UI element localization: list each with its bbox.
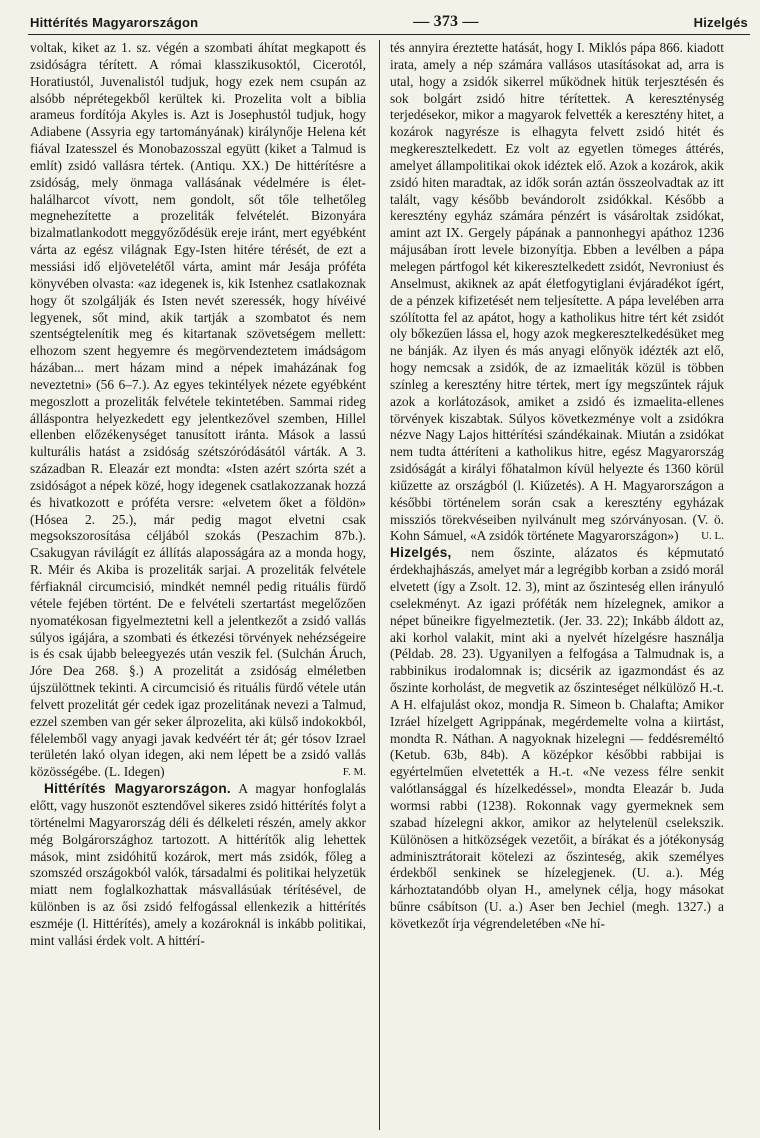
header-rule bbox=[28, 34, 750, 35]
header-left-title: Hittérítés Magyarországon bbox=[30, 14, 199, 30]
header-right-title: Hizelgés bbox=[693, 14, 748, 30]
article-body bbox=[390, 40, 724, 545]
article-text: tés annyira éreztette hatását, hogy I. Miklós pápa 866. kiadott irata, amely a nép számára vallásos utasításokat ad, arra is utal, hogy a zsidók sikerrel működnek hitük terjesztésén és sok bolgárt zsidó hitre térítettek. A kereszténység terjedésekor, mikor a magyarok felvették a keresztény hitet, a kozárok nagyrésze is elhagyta felvett zsidó hitét és megkeresztelkedett. Ez volt az egyetlen tömeges áttérés, amelyet állampolitikai okok idéztek elő. Azok a kozárok, akik zsidó hiten maradtak, az idők során aztán összeolvadtak az itt talált, vagy később bevándorolt zsidókkal. Később a keresztény egyház számára pénzért is vásároltak zsidókat, amint azt IX. Gergely pápának a pannonhegyi apáthoz 1236 májusában írott levele bizonyítja. Ebben a levélben a pápa melegen pártfogol két kikeresztelkedett zsidót, Nevroniust és Anselmust, akiknek az apát életfogytiglani évjáradékot ígért, de a pénzek kifizetését nem teljesítette. A pápa levelében arra szólította fel az apátot, hogy a katholikus hitre tért két zsidót oly bőkezűen lássa el, hogy azok megkeresztelkedésüket meg ne bánják. Az ilyen és más anyagi előnyök idézték azt elő, hogy nemcsak a zsidók, de az izmaeliták közül is többen színleg a keresztény hitre tértek, mert így megszűntek rájuk azok a korlátozások, amiket a zsidó és izmaelita-ellenes törvények kiszabtak. Súlyos következménye volt a zsidókra nézve Nagy Lajos hittérítési szándékainak. Miután a zsidókat nem tudta áttéríteni a katholikus hitre, egész Magyarország zsidóságát a királyi főhatalmon kívül helyezte és 1360 körül kiűzette az országból (l. Kiűzetés). A H. Magyarországon a későbbi történelem során csak a keresztény egyházak missziós törekvéseiben nyilvánult meg szórványosan. (V. ö. Kohn Sámuel, «A zsidók története Magyarországon») bbox=[390, 40, 724, 544]
entry-headword: Hizelgés, bbox=[390, 545, 452, 561]
entry-headword: Hittérítés Magyarországon. bbox=[44, 781, 232, 797]
left-column bbox=[30, 40, 366, 1130]
author-signature: F. M. bbox=[342, 766, 366, 779]
page-header bbox=[30, 10, 748, 34]
article-entry bbox=[390, 545, 724, 932]
article-entry bbox=[30, 781, 366, 949]
author-signature: U. L. bbox=[701, 530, 724, 543]
article-body bbox=[30, 40, 366, 781]
article-text: voltak, kiket az 1. sz. végén a szombati áhítat megkapott és zsidóságra térített. A római klasszikusoktól, Cicerotól, Horatiustól, Juvenalistól tudjuk, hogy ezek nem csupán az alsóbb néprétegekből kerültek ki. Prozelita volt a biblia arameus fordítója Akyles is. Azt is Josephustól tudjuk, hogy Adiabene (Assyria egy tartományának) királynője Helena két fiával Izatesszel és Monobazosszal együtt (kiket a Talmud is említ) zsidó vallásra tértek. (Antiqu. XX.) De hittérítésre a zsidóság, mely önmaga vallásának védelmére is élet-halálharcot vívott, nem gondolt, sőt tőle telhetőleg megnehezítette a prozeliták felvételét. Bizonyára bizalmatlankodott meggyőződésük ereje iránt, mert egyébként várta az egész világnak Egy-Isten hitére térését, de ezt a messiási idő eljövetelétől várta, amint már Jesája próféta könyvében olvasta: «az idegenek is, kik Istenhez csatlakoznak hogy őt szolgálják és Isten nevét szeressék, hogy hívéivé legyenek, sőt mind, akik tartják a szombatot és nem szentségtelenítik meg és kitartanak szövetségem mellett: elhozom szent hegyemre és megörvendeztetem imádságom házában... mert házam mind a népek imaházának fog neveztetni» (56 6–7.). Az egyes tekintélyek nézete egyébként megoszlott a prozeliták felvétele tekintetében. Sammai rideg álláspontra helyezkedett egy jelentkezővel szemben, Hillel ellenben előzékenységet tanusított iránta. Mások a lassú kulturális hatást a zsidóság szétszóródásától várták. A 3. században R. Eleazár ezt mondta: «Isten azért szórta szét a zsidóságot a népek közé, hogy idegenek csatlakozzanak hozzá és hivatkozott e próféta versre: «elvetem őket a földön» (Hósea 2. 25.), már pedig magot elvetni csak megsokszorosítása céljából szokás (Peszachim 87b.). Csakugyan rávilágít ez állítás alaposságára az a monda hogy, R. Méir és Akiba is prozeliták sarjai. A prozeliták felvétele férfiaknál circumcisió, mindkét nemnél pedig rituális fürdő vétele fejében történt. De e felvételi szertartást megelőzően nyomatékosan figyelmeztetni kell a jelentkezőt a zsidó vallás súlyos igájára, a szombati és étkezési törvények nehézségeire is és csak újabb beleegyezés után veszik fel. (Sulchán Áruch, Jóre Dea 268. §.) A prozelitát a zsidóság elméletben újszülöttnek tekinti. A circumcisió és rituális fürdő vétele után felvett prozelitát gér cedek igaz prozelitának nevezi a Talmud, ezzel szemben van gér seker álprozelita, aki külső indokokból, félelemből vagy anyagi javak kedvéért tér át; gér tósov Izrael területén lakó olyan idegen, aki nem lépett be a zsidó vallás közösségébe. (L. Idegen) bbox=[30, 40, 366, 780]
column-divider bbox=[379, 40, 380, 1130]
page-number: — 373 — bbox=[413, 13, 479, 30]
entry-text: A magyar honfoglalás előtt, vagy huszonöt esztendővel sikeres zsidó hittérítés folyt a történelmi Magyarország déli és délkeleti részén, amely akkor még Bolgárországhoz tartozott. A hittérítők alig lehettek mások, mint zsidóhitű kozárok, mert más zsidók, főleg a szomszéd országokból valók, társadalmi és politikai helyzetük miatt nem foglalkozhattak másvallásúak térítésével, de különben is az ősi zsidó felfogással ellenkezik a hittérítés eszméje (l. Hittérítés), amely a kozároknál is inkább politikai, mint vallási érdek volt. A hittérí- bbox=[30, 781, 366, 948]
right-column bbox=[390, 40, 724, 1130]
entry-text: nem őszinte, alázatos és képmutató érdekhajhászás, amelyet már a legrégibb korban a zsidó morál elvetett (így a Zsolt. 12. 3), mint az őszinteség ellen irányuló cselekményt. Az igazi próféták nem hízelegnek, amikor a népet bűneikre figyelmeztetik. (Jer. 33. 22); Inkább áldott az, aki korhol valakit, mint aki a nyelvét hízelgésre használja (Példab. 28. 23). Ugyanilyen a felfogása a Talmudnak is, a rabbinikus irodalomnak is; dicsérik az igazmondást és az őszinte korholást, de megvetik az őszinteséget nélkülöző H.-t. A H. elfajulást okoz, mondja R. Simeon b. Chalafta; Amikor Izráel hízelgett Agrippának, megérdemelte volna a kiirtást, mondta R. Náthan. A nagyoknak hizelegni — feddésreméltó (Ketub. 63b, 84b). A középkor későbbi rabbijai is egyértelműen elvetették a H.-t. «Ne vezess félre senkit valótlansággal és hízelkedéssel», mondta Eleazár b. Juda wormsi rabbi (1238). Rokonnak vagy gyermeknek sem szabad hízelegni akkor, amikor az helytelenül cselekszik. Különösen a hitközségek vezetőit, a bírákat és a jótékonyság adminisztrátorait kötelezi az őszinteség, akik személyes érdekből senkinek se hízelegjenek. (U. a.). Még kárhoztatandóbb olyan H., amelynek célja, hogy másokat bűnre csábítson (U. a.) Aser ben Jechiel (megh. 1327.) a következőt írja végrendeletében «Ne hí- bbox=[390, 545, 724, 931]
